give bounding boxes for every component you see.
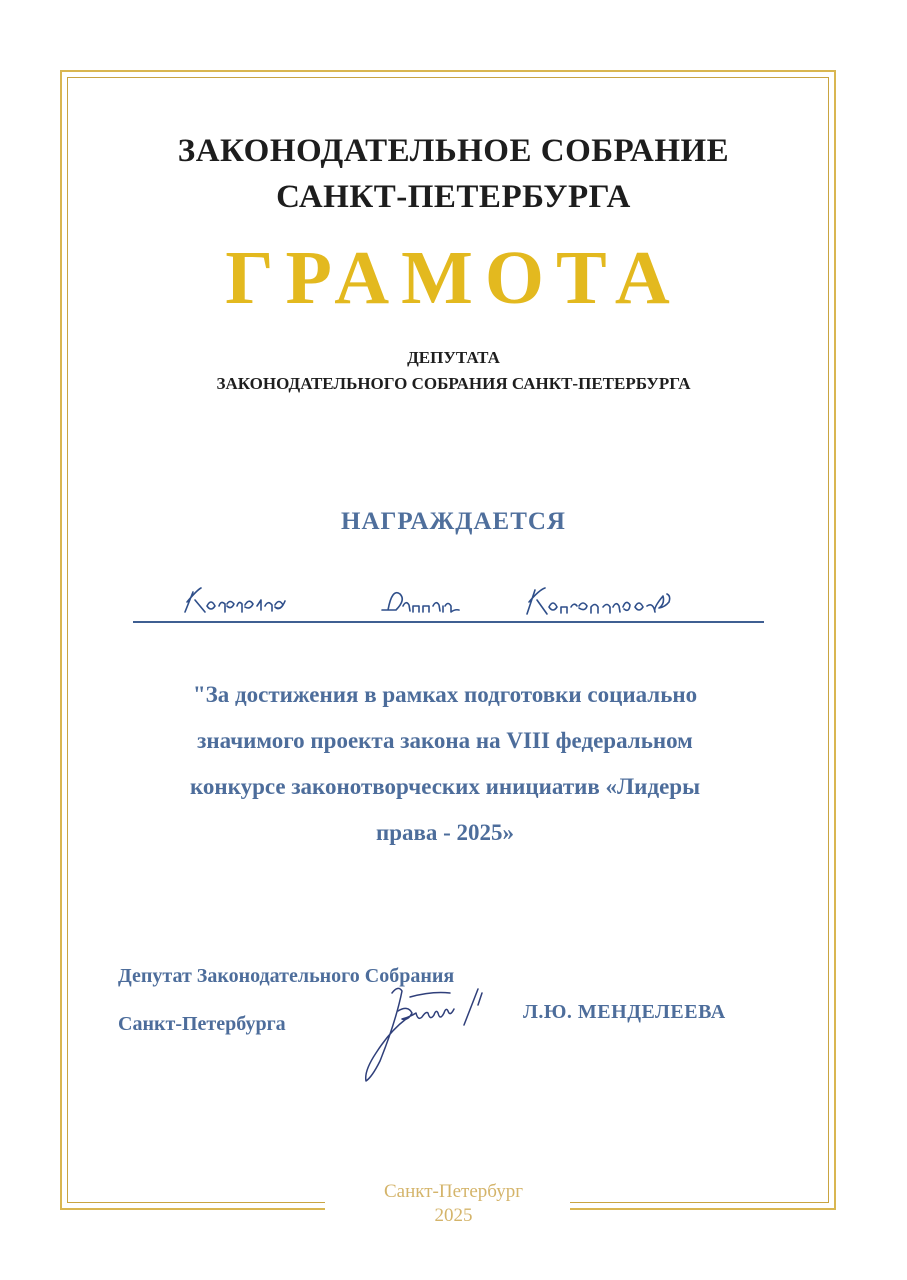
- organization-line-1: ЗАКОНОДАТЕЛЬНОЕ СОБРАНИЕ: [177, 133, 730, 169]
- footer-place-date: [0, 1180, 907, 1228]
- issuer-line-1: ДЕПУТАТА: [407, 348, 500, 367]
- organization-title: [0, 128, 907, 220]
- handwritten-signature: [358, 975, 498, 1085]
- signer-role-line-2: Санкт-Петербурга: [118, 1013, 286, 1035]
- recipient-underline: [133, 621, 764, 623]
- awarded-label: НАГРАЖДАЕТСЯ: [341, 508, 566, 535]
- organization-line-2: САНКТ-ПЕТЕРБУРГА: [276, 179, 631, 215]
- issuer-block: [0, 345, 907, 397]
- footer-city: Санкт-Петербург: [383, 1181, 523, 1202]
- award-reason: [125, 672, 765, 856]
- signer-name: Л.Ю. МЕНДЕЛЕЕВА: [523, 1001, 726, 1023]
- signer-role-line-1: Депутат Законодательного Собрания: [118, 965, 455, 987]
- issuer-line-2: ЗАКОНОДАТЕЛЬНОГО СОБРАНИЯ САНКТ-ПЕТЕРБУРГА: [216, 374, 691, 393]
- reason-line-2: значимого проекта закона на VIII федеральном: [197, 728, 693, 753]
- reason-line-3: конкурсе законотворческих инициатив «Лидеры: [189, 774, 701, 799]
- footer-year: 2025: [434, 1205, 473, 1226]
- reason-line-4: права - 2025»: [375, 820, 515, 845]
- recipient-handwritten-name: [135, 560, 765, 620]
- reason-line-1: "За достижения в рамках подготовки социально: [192, 682, 698, 707]
- document-title: ГРАМОТА: [225, 236, 682, 320]
